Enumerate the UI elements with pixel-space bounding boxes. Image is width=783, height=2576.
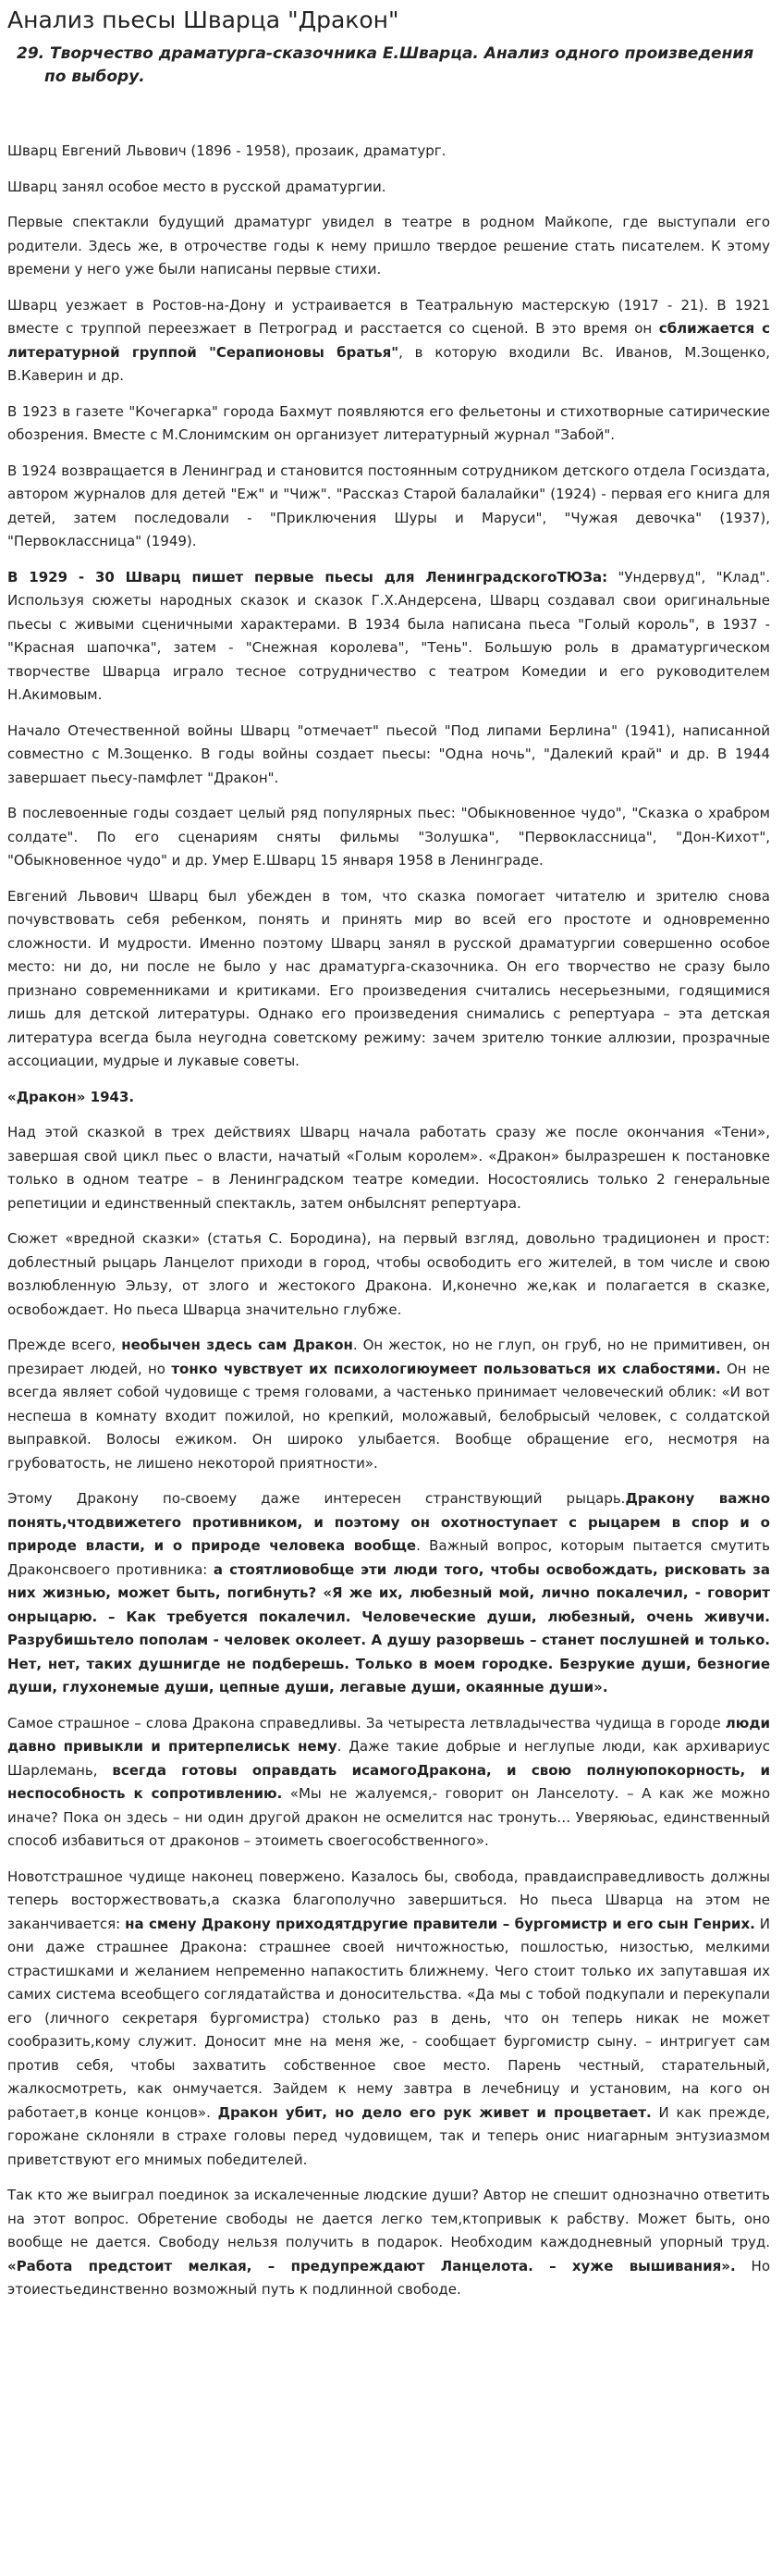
text-run: Сюжет «вредной сказки» (статья С. Бородина), на первый взгляд, довольно традиционен и прост: доблестный рыцарь Ланцелот приходи в город, чтобы освободить его жителей, в том числе и свою возлюбленную Эльзу, от злого и жестокого Дракона. И,конечно же,как и полагается в сказке, освобождает. Но пьеса Шварца значительно глубже.	[7, 1230, 770, 1318]
text-run: Первые спектакли будущий драматург увидел в театре в родном Майкопе, где выступали его родители. Здесь же, в отрочестве годы к нему пришло твердое решение стать писателем. К этому времени у него уже были написаны первые стихи.	[7, 214, 770, 277]
paragraph	[7, 802, 770, 873]
page-title: Анализ пьесы Шварца "Дракон"	[7, 6, 399, 33]
paragraph	[7, 1121, 770, 1215]
text-run: Так кто же выиграл поединок за искалеченные людские души? Автор не спешит однозначно ответить на этот вопрос. Обретение свободы не дается легко тем,ктопривык к рабству. Может быть, оно вообще не дается. Свободу нельзя получить в подарок. Необходим каждодневный упорный труд.	[7, 2187, 770, 2250]
text-run: Шварц занял особое место в русской драматургии.	[7, 178, 386, 195]
paragraph	[7, 2184, 770, 2302]
text-run: Евгений Львович Шварц был убежден в том, что сказка помогает читателю и зрителю снова почувствовать себя ребенком, понять и принять мир во всей его простоте и одновременно сложности. И мудрости. Именно поэтому Шварц занял в русской драматургии совершенно особое место: ни до, ни после не было у нас драматурга-сказочника. Он его творчество не сразу было признано современниками и критиками. Его произведения считались несерьезными, годящимися лишь для детской литературы. Однако его произведения снимались с репертуара – эта детская литература всегда была неугодна советскому режиму: зачем зрителю тонкие аллюзии, прозрачные ассоциации, мудрые и лукавые советы.	[7, 887, 770, 1069]
paragraph	[7, 1487, 770, 1700]
paragraph	[7, 401, 770, 448]
text-run: Самое страшное – слова Дракона справедливы. За четыреста летвладычества чудища в городе	[7, 1714, 726, 1732]
text-run: Над этой сказкой в трех действиях Шварц начала работать сразу же после окончания «Тени», завершая свой цикл пьес о власти, начатый «Голым королем». «Дракон» былразрешен к постановке только в одном театре – в Ленинградском театре комедии. Носостоялись только 2 генеральные репетиции и единственный спектакль, затем онбылснят репертуара.	[7, 1124, 770, 1212]
text-run: . Важный вопрос, которым пытается смутить Драконсвоего противника:	[7, 1537, 770, 1578]
paragraph	[7, 1086, 770, 1110]
text-run: . Даже такие добрые и неглупые люди, как архивариус Шарлемань,	[7, 1738, 770, 1779]
text-run: Но этоиестьединственно возможный путь к подлинной свободе.	[7, 2257, 770, 2298]
paragraph	[7, 1334, 770, 1475]
topic-number: 29.	[17, 44, 45, 63]
text-run: "Ундервуд", "Клад". Используя сюжеты народных сказок и сказок Г.Х.Андерсена, Шварц создавал свои оригинальные пьесы с живыми сценичными характерами. В 1934 была написана пьеса "Голый король", в 1937 - "Красная шапочка", затем - "Снежная королева", "Тень". Большую роль в драматургическом творчестве Шварца играло тесное сотрудничество с театром Комедии и его руководителем Н.Акимовым.	[7, 568, 770, 703]
emphasized-text: «Работа предстоит мелкая, – предупреждают Ланцелота. – хуже вышивания».	[7, 2257, 736, 2274]
emphasized-text: «Дракон» 1943.	[7, 1088, 135, 1105]
text-run: , в которую входили Вс. Иванов, М.Зощенко, В.Каверин и др.	[7, 343, 770, 384]
article-body	[7, 140, 770, 2302]
paragraph	[7, 1227, 770, 1322]
paragraph	[7, 720, 770, 791]
paragraph	[7, 211, 770, 282]
emphasized-text: люди давно привыкли и притерпелиськ нему	[7, 1714, 770, 1755]
text-run: . Он жесток, но не глуп, он груб, но не примитивен, он презирает людей, но	[7, 1337, 770, 1377]
emphasized-text: Дракону важно понять,чтодвижетего противником, и поэтому он охотноступает с рыцарем в спор и о природе власти, и о природе человека вообще	[7, 1490, 770, 1554]
text-run: В 1923 в газете "Кочегарка" города Бахмут появляются его фельетоны и стихотворные сатирические обозрения. Вместе с М.Слонимским он организует литературный журнал "Забой".	[7, 402, 770, 443]
emphasized-text: а стоятлиовобще эти люди того, чтобы освобождать, рисковать за них жизнью, может быть, погибнуть? «Я же их, любезный мой, лично покалечил, - говорит онрыцарю. – Как требуется покалечил. Человеческие души, любезный, очень живучи. Разрубишьтело пополам - человек околеет. А душу разорвешь – станет послушней и только. Нет, нет, таких душнигде не подберешь. Только в моем городке. Безрукие души, безногие души, глухонемые души, цепные души, легавые души, окаянные души».	[7, 1560, 770, 1695]
text-run: И как прежде, горожане склоняли в страхе головы перед чудовищем, так и теперь онис ниагарным энтузиазмом приветствуют его мнимых победителей.	[7, 2103, 770, 2168]
emphasized-text: В 1929 - 30 Шварц пишет первые пьесы для ЛенинградскогоТЮЗа:	[7, 568, 608, 585]
topic-text: Творчество драматурга-сказочника Е.Шварца. Анализ одного произведения по выбору.	[44, 44, 754, 86]
text-run: Новотстрашное чудище наконец повержено. Казалось бы, свобода, правдаисправедливость должны теперь восторжествовать,а сказка благополучно завершиться. Но пьеса Шварца на этом не заканчивается:	[7, 1867, 770, 1932]
paragraph	[7, 176, 770, 200]
emphasized-text: на смену Дракону приходятдругие правители – бургомистр и его сын Генрих.	[125, 1915, 755, 1932]
text-run: Шварц уезжает в Ростов-на-Дону и устраивается в Театральную мастерскую (1917 - 21). В 1921 вместе с труппой переезжает в Петроград и расстается со сценой. В это время он	[7, 296, 770, 337]
text-run: Этому Дракону по-своему даже интересен странствующий рыцарь.	[7, 1490, 626, 1507]
emphasized-text: необычен здесь сам Дракон	[121, 1337, 353, 1353]
text-run: «Мы не жалуемся,- говорит он Ланселоту. – А как же можно иначе? Пока он здесь – ни один другой дракон не осмелится нас тронуть… Уверяюьас, единственный способ избавиться от драконов – этоиметь своегособственного».	[7, 1785, 770, 1849]
paragraph	[7, 140, 770, 164]
text-run: Начало Отечественной войны Шварц "отмечает" пьесой "Под липами Берлина" (1941), написанной совместно с М.Зощенко. В годы войны создает пьесы: "Одна ночь", "Далекий край" и др. В 1944 завершает пьесу-памфлет "Дракон".	[7, 721, 770, 786]
text-run: В 1924 возвращается в Ленинград и становится постоянным сотрудником детского отдела Госиздата, автором журналов для детей "Еж" и "Чиж". "Рассказ Старой балалайки" (1924) - первая его книга для детей, затем последовали - "Приключения Шуры и Маруси", "Чужая девочка" (1937), "Первоклассница" (1949).	[7, 462, 770, 549]
paragraph	[7, 460, 770, 554]
text-run: И они даже страшнее Дракона: страшнее своей ничтожностью, пошлостью, низостью, мелкими страстишками и желанием непременно напакостить ближнему. Чего стоит только их запутавшая их самих система всеобщего соглядатайства и доносительства. «Да мы с тобой подкупали и перекупали его (личного секретаря бургомистра) столько раз в день, что он теперь никак не может сообразить,кому служит. Доносит мне на меня же, - сообщает бургомистр сыну. – интригует сам против себя, чтобы захватить собственное свое место. Парень честный, старательный, жалкосмотреть, как онмучается. Зайдем к нему завтра в лечебницу и установим, на кого он работает,в конце концов».	[7, 1915, 770, 2121]
emphasized-text: Дракон убит, но дело его рук живет и процветает.	[217, 2103, 652, 2121]
paragraph	[7, 294, 770, 388]
emphasized-text: всегда готовы оправдать исамогоДракона, и свою полнуюпокорность, и неспособность к сопротивлению.	[7, 1761, 770, 1802]
text-run: Прежде всего,	[7, 1337, 122, 1353]
paragraph	[7, 1866, 770, 2173]
paragraph	[7, 885, 770, 1074]
text-run: Он не всегда являет собой чудовище с тремя головами, а частенько принимает человеческий облик: «И вот неспеша в комнату входит пожилой, но крепкий, моложавый, белобрысый человек, с солдатской выправкой. Волосы ежиком. Он широко улыбается. Вообще обращение его, несмотря на грубоватость, не лишено некоторой приятности».	[7, 1360, 770, 1472]
text-run: Шварц Евгений Львович (1896 - 1958), прозаик, драматург.	[7, 142, 447, 159]
paragraph	[7, 1712, 770, 1854]
paragraph	[7, 566, 770, 708]
emphasized-text: тонко чувствует их психологиюумеет пользоваться их слабостями.	[171, 1360, 721, 1377]
topic-heading	[7, 43, 770, 89]
text-run: В послевоенные годы создает целый ряд популярных пьес: "Обыкновенное чудо", "Сказка о храбром солдате". По его сценариям сняты фильмы "Золушка", "Первоклассница", "Дон-Кихот", "Обыкновенное чудо" и др. Умер Е.Шварц 15 января 1958 в Ленинграде.	[7, 805, 770, 869]
emphasized-text: сближается с литературной группой "Серапионовы братья"	[7, 320, 770, 361]
